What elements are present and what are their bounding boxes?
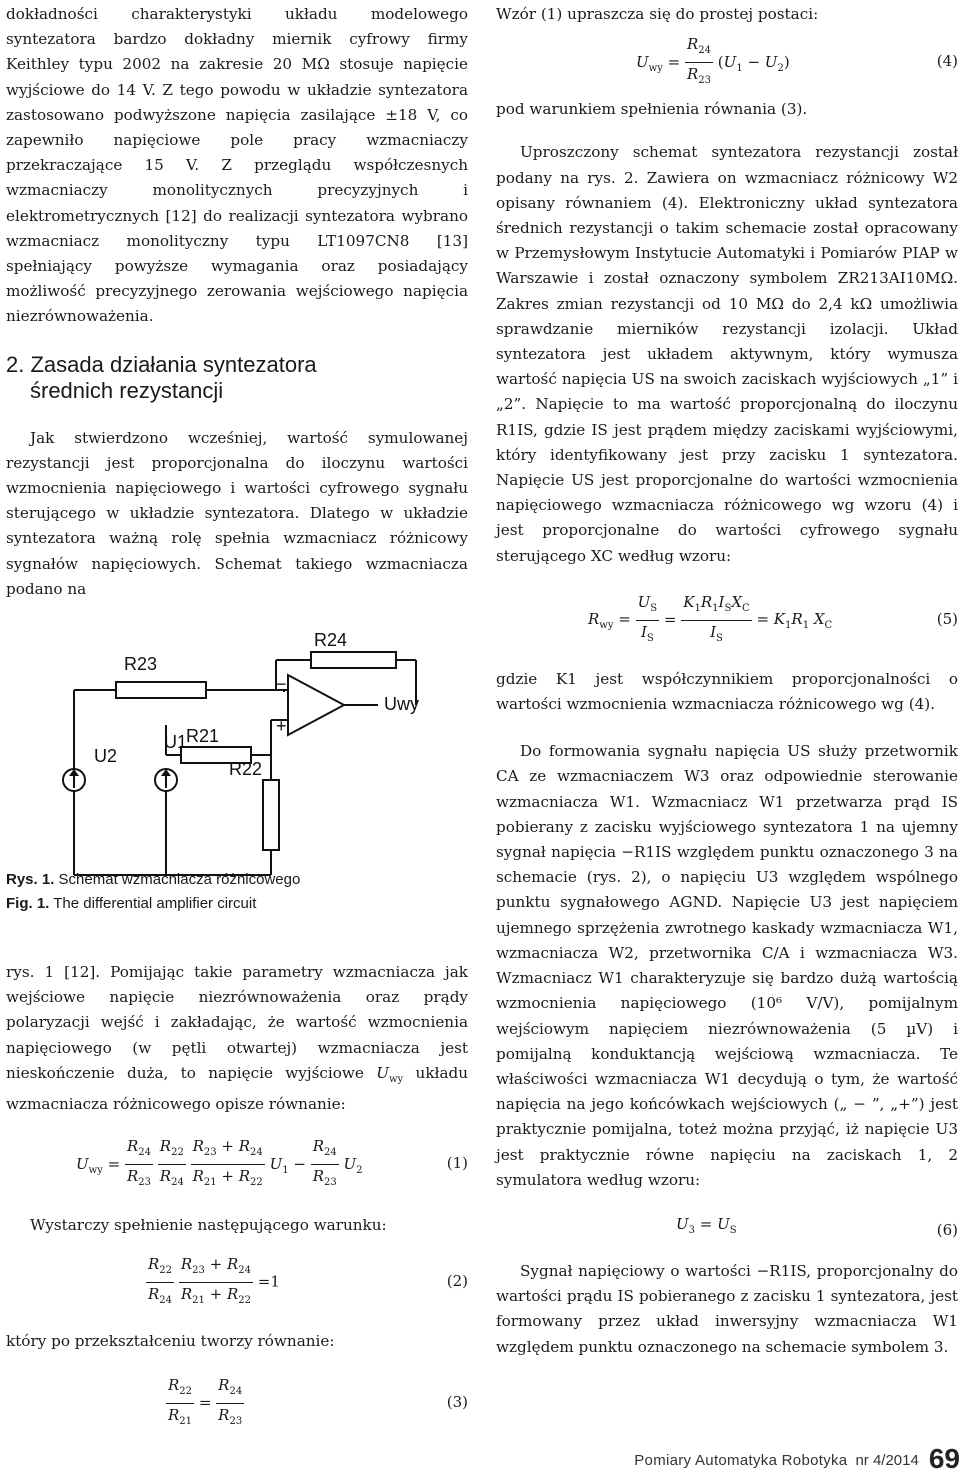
- differential-amplifier-diagram: [6, 630, 468, 880]
- label-r21: R21: [186, 726, 220, 747]
- paragraph-right-2: pod warunkiem spełnienia równania (3).: [496, 100, 808, 119]
- equation-6-number: (6): [936, 1220, 958, 1239]
- label-uwy: Uwy: [384, 694, 419, 715]
- paragraph-left-3a: rys. 1 [12]. Pomijając takie parametry wzmacniacza jak wejściowe napięcie niezrównoważenia oraz prądy polaryzacji wejść i zakładając, że wartość wzmocnienia napięciowego (w pętli otwartej) wzmacniacza jest nieskończenie duża, to napięcie wyjściowe: [6, 963, 468, 1082]
- equation-3: $\frac{R_{22}}{R_{21}}$ = $\frac{R_{24}}{R_{23}}$ (3): [168, 1375, 468, 1427]
- equation-2-number: (2): [446, 1271, 468, 1290]
- label-minus: −: [276, 674, 287, 695]
- paragraph-left-3: rys. 1 [12]. Pomijając takie parametry wzmacniacza jak wejściowe napięcie niezrównoważenia oraz prądy polaryzacji wejść i zakładając, że wartość wzmocnienia napięciowego (w pętli otwartej) wzmacniacza jest nieskończenie duża, to napięcie wyjściowe $U_{wy}$ układu wzmacniacza różnicowego opisze równanie:: [6, 963, 468, 1114]
- paragraph-right-1: Wzór (1) upraszcza się do prostej postaci:: [496, 5, 819, 23]
- right-column: [496, 0, 958, 1360]
- paragraph-right-6: Sygnał napięciowy o wartości −R1IS, proporcjonalny do wartości prądu IS pobieranego z zacisku 1 syntezatora, jest formowany przez układ inwersyjny wzmacniacza W1 względem punktu oznaczonego na schemacie symbolem 3.: [496, 1261, 958, 1356]
- resistor-r24: [311, 652, 396, 668]
- paragraph-left-2: Jak stwierdzono wcześniej, wartość symulowanej rezystancji jest proporcjonalna do iloczynu wartości wzmocnienia napięciowego i wartości cyfrowego sygnału sterującego w układzie syntezatora. Dlatego w układzie syntezatora ważną rolę spełnia wzmacniacz różnicowy sygnałów napięciowych. Schemat takiego wzmacniacza podano na: [6, 428, 468, 598]
- label-r24: R24: [314, 630, 348, 651]
- equation-4-number: (4): [936, 52, 958, 71]
- equation-1: $U_{wy}$ = $\frac{R_{24}}{R_{23}}$ $\frac{R_{22}}{R_{24}}$ $\frac{R_{23} + R_{24}}{R_{21} + R_{22}}$ $U_1$ − $\frac{R_{24}}{R_{23}}$ $U_2$ (1): [76, 1137, 468, 1189]
- paragraph-right-5: Do formowania sygnału napięcia US służy przetwornik CA ze wzmacniaczem W3 oraz odpowiednie sterowanie wzmacniacza W1. Wzmacniacz W1 przetwarza prąd IS pobierany z zacisku wyjściowego syntezatora 1 na ujemny sygnał napięcia −R1IS względem punktu oznaczonego 3 na schemacie (rys. 2), o napięciu U3 względem wspólnego punktu sygnałowego AGND. Napięcie U3 jest napięciem ujemnego sprzężenia zwrotnego kaskady wzmacniacza W1, wzmacniacza W2, przetwornika C/A i wzmacniacza W3. Wzmacniacz W1 charakteryzuje się bardzo dużą wartością wzmocnienia napięciowego (10⁶ V/V), pomijalnym wejściowym napięciem niezrównoważenia (5 µV) i pomijalną konduktancją wejściową wzmacniacza. Te właściwości wzmacniacza W1 decydują o tym, że wartość napięcia na jego końcówkach wejściowych („ − ”, „+”) jest praktycznie pomijalna, toteż można przyjąć, iż napięcie U3 jest praktycznie równe napięciu na zaciskach 1, 2 symulatora według wzoru:: [496, 742, 958, 1189]
- equation-3-number: (3): [446, 1392, 468, 1411]
- resistor-r22: [263, 780, 279, 850]
- label-plus: +: [276, 716, 287, 737]
- section-heading-line1: 2. Zasada działania syntezatora: [6, 351, 317, 377]
- voltage-source-u1: [155, 769, 177, 791]
- label-r23: R23: [124, 654, 158, 675]
- label-u2: U2: [94, 746, 118, 767]
- paragraph-right-4: gdzie K1 jest współczynnikiem proporcjonalności o wartości wzmocnienia wzmacniacza różnicowego wg (4).: [496, 669, 958, 714]
- journal-name: Pomiary Automatyka Robotyka: [634, 1452, 848, 1469]
- issue-number: nr 4/2014: [855, 1452, 919, 1469]
- paragraph-left-5: który po przekształceniu tworzy równanie:: [6, 1331, 335, 1350]
- section-heading: [6, 352, 468, 404]
- equation-1-number: (1): [446, 1154, 468, 1173]
- caption-pl-label: Rys. 1.: [6, 871, 55, 889]
- section-heading-line2: średnich rezystancji: [30, 377, 224, 403]
- page-number: 69: [928, 1443, 960, 1474]
- equation-5: $R_{wy}$ = $\frac{U_S}{I_S}$ = $\frac{K_1R_1I_SX_C}{I_S}$ = $K_1R_1$ $X_C$ (5): [588, 592, 958, 644]
- paragraph-left-1: dokładności charakterystyki układu modelowego syntezatora bardzo dokładny miernik cyfrowy firmy Keithley typu 2002 na zakresie 20 MΩ stosuje napięcie wyjściowe do 14 V. Z tego powodu w układzie syntezatora zastosowano podwyższone napięcia zasilające ±18 V, co zapewniło napięciowe pole pracy wzmacniaczy przekraczające 15 V. Z przeglądu współczesnych wzmacniaczy monolitycznych precyzyjnych i elektrometrycznych [12] do realizacji syntezatora wybrano wzmacniacz monolityczny typu LT1097CN8 [13] spełniający powyższe wymagania oraz posiadający możliwość precyzyjnego zerowania wejściowego napięcia niezrównoważenia.: [6, 5, 468, 326]
- paragraph-left-4: Wystarczy spełnienie następującego warunku:: [30, 1216, 387, 1235]
- left-column: [6, 0, 468, 1430]
- equation-5-number: (5): [936, 609, 958, 628]
- paragraph-left-3b: układu wzmacniacza różnicowego opisze równanie:: [6, 1063, 468, 1114]
- equation-6: $U_3 = U_S$ (6): [676, 1214, 958, 1239]
- caption-en-label: Fig. 1.: [6, 895, 50, 913]
- equation-2: $\frac{R_{22}}{R_{24}}$ $\frac{R_{23} + R_{24}}{R_{21} + R_{22}}$ =1 (2): [148, 1254, 468, 1306]
- resistor-r23: [116, 682, 206, 698]
- label-u1: U1: [164, 732, 188, 753]
- equation-4: $U_{wy}$ = $\frac{R_{24}}{R_{23}}$ $(U_1 - U_2)$ (4): [636, 35, 958, 87]
- figure-1-circuit: [6, 630, 468, 880]
- op-amp-triangle: [288, 675, 344, 735]
- caption-pl-text: Schemat wzmacniacza różnicowego: [58, 871, 301, 889]
- paragraph-right-3: Uproszczony schemat syntezatora rezystancji został podany na rys. 2. Zawiera on wzmacniacz różnicowy W2 opisany równaniem (4). Elektroniczny układ syntezatora średnich rezystancji o takim schemacie został opracowany w Przemysłowym Instytucie Automatyki i Pomiarów PIAP w Warszawie i został oznaczony symbolem ZR213AI10MΩ. Zakres zmian rezystancji od 10 MΩ do 2,4 kΩ umożliwia sprawdzanie mierników rezystancji izolacji. Układ syntezatora jest układem aktywnym, który wymusza wartość napięcia US na swoich zaciskach wyjściowych „1” i „2”. Napięcie to ma wartość proporcjonalną do iloczynu R1IS, gdzie IS jest prądem między zaciskami wyjściowymi, który identyfikowany jest przy zacisku 1 syntezatora. Napięcie US jest proporcjonalne do wartości wzmocnienia napięciowego wzmacniacza różnicowego wg wzoru (4) i jest proporcjonalne do wartości cyfrowego sygnału sterującego XC według wzoru:: [496, 143, 958, 565]
- label-r22: R22: [229, 759, 263, 780]
- page-footer: [500, 1443, 960, 1475]
- voltage-source-u2: [63, 769, 85, 791]
- caption-en-text: The differential amplifier circuit: [53, 895, 257, 913]
